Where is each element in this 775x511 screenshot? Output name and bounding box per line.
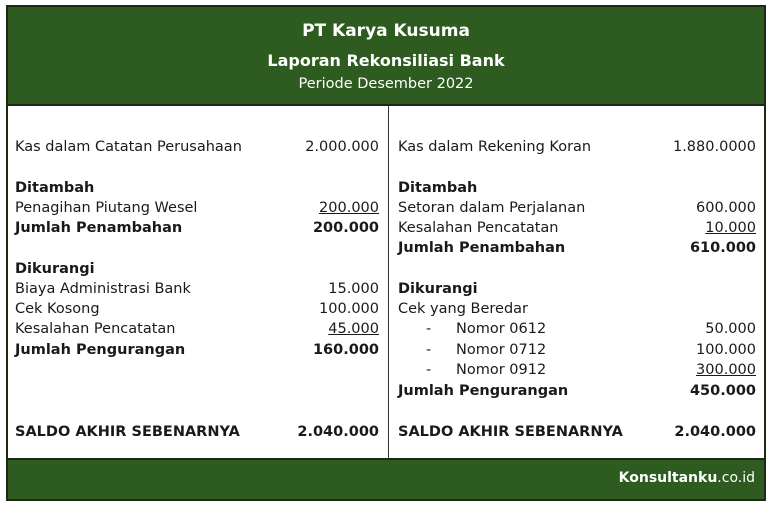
left-add-total-row bbox=[15, 218, 379, 238]
right-add-item bbox=[398, 218, 756, 238]
right-sub-item-label: Nomor 0712 bbox=[456, 342, 547, 358]
report-frame bbox=[6, 5, 766, 501]
right-add-item-value: 600.000 bbox=[696, 200, 756, 216]
right-opening-row bbox=[398, 137, 756, 157]
right-final-row bbox=[398, 422, 756, 442]
right-add-total-row bbox=[398, 238, 756, 258]
right-add-total-label: Jumlah Penambahan bbox=[398, 240, 566, 256]
left-sub-heading bbox=[15, 259, 379, 279]
right-sub-total-value: 450.000 bbox=[689, 383, 756, 399]
right-opening-label: Kas dalam Rekening Koran bbox=[398, 139, 592, 155]
report-period: Periode Desember 2022 bbox=[298, 76, 474, 92]
left-opening-row bbox=[15, 137, 379, 157]
right-add-heading bbox=[398, 178, 756, 198]
left-add-item bbox=[15, 198, 379, 218]
right-sub-item-value: 300.000 bbox=[696, 362, 756, 378]
left-sub-item-label: Kesalahan Pencatatan bbox=[15, 321, 176, 337]
column-divider bbox=[388, 106, 389, 461]
left-add-heading-label: Ditambah bbox=[15, 180, 95, 196]
right-add-item bbox=[398, 198, 756, 218]
left-sub-item-value: 45.000 bbox=[328, 321, 379, 337]
left-sub-item-value: 100.000 bbox=[319, 301, 379, 317]
brand-name: Konsultanku bbox=[618, 470, 718, 486]
left-opening-value: 2.000.000 bbox=[305, 139, 379, 155]
right-add-item-label: Setoran dalam Perjalanan bbox=[398, 200, 586, 216]
left-sub-total-label: Jumlah Pengurangan bbox=[15, 342, 186, 358]
right-sub-heading-label: Dikurangi bbox=[398, 281, 478, 297]
right-add-item-label: Kesalahan Pencatatan bbox=[398, 220, 559, 236]
right-sub-total-row bbox=[398, 381, 756, 401]
brand-domain: .co.id bbox=[717, 470, 755, 486]
right-add-heading-label: Ditambah bbox=[398, 180, 478, 196]
left-add-item-value: 200.000 bbox=[319, 200, 379, 216]
right-final-value: 2.040.000 bbox=[674, 424, 756, 440]
right-sub-total-label: Jumlah Pengurangan bbox=[398, 383, 569, 399]
right-opening-value: 1.880.0000 bbox=[672, 139, 756, 155]
left-add-total-value: 200.000 bbox=[312, 220, 379, 236]
right-sub-group-label: Cek yang Beredar bbox=[398, 301, 529, 317]
left-add-heading bbox=[15, 178, 379, 198]
right-sub-item bbox=[398, 319, 756, 339]
left-sub-item bbox=[15, 279, 379, 299]
list-dash: - bbox=[426, 362, 432, 378]
list-dash: - bbox=[426, 321, 432, 337]
right-sub-item-value: 100.000 bbox=[696, 342, 756, 358]
right-sub-item bbox=[398, 360, 756, 380]
right-sub-item-label: Nomor 0912 bbox=[456, 362, 547, 378]
company-name: PT Karya Kusuma bbox=[302, 21, 470, 41]
left-add-item-label: Penagihan Piutang Wesel bbox=[15, 200, 198, 216]
right-add-item-value: 10.000 bbox=[705, 220, 756, 236]
right-final-label: SALDO AKHIR SEBENARNYA bbox=[398, 424, 623, 440]
left-sub-item-value: 15.000 bbox=[328, 281, 379, 297]
right-add-total-value: 610.000 bbox=[689, 240, 756, 256]
left-sub-item bbox=[15, 319, 379, 339]
left-add-total-label: Jumlah Penambahan bbox=[15, 220, 183, 236]
right-sub-heading bbox=[398, 279, 756, 299]
report-header bbox=[8, 7, 764, 106]
list-dash: - bbox=[426, 342, 432, 358]
right-sub-item-value: 50.000 bbox=[705, 321, 756, 337]
right-sub-group-row bbox=[398, 299, 756, 319]
left-final-label: SALDO AKHIR SEBENARNYA bbox=[15, 424, 240, 440]
left-opening-label: Kas dalam Catatan Perusahaan bbox=[15, 139, 242, 155]
left-sub-item-label: Cek Kosong bbox=[15, 301, 100, 317]
report-footer bbox=[8, 458, 764, 499]
left-sub-item bbox=[15, 299, 379, 319]
left-sub-total-row bbox=[15, 340, 379, 360]
right-sub-item bbox=[398, 340, 756, 360]
brand-logo bbox=[619, 470, 755, 486]
left-sub-heading-label: Dikurangi bbox=[15, 261, 95, 277]
report-title: Laporan Rekonsiliasi Bank bbox=[267, 51, 505, 70]
right-sub-item-label: Nomor 0612 bbox=[456, 321, 547, 337]
left-final-row bbox=[15, 422, 379, 442]
left-final-value: 2.040.000 bbox=[297, 424, 379, 440]
left-sub-total-value: 160.000 bbox=[312, 342, 379, 358]
left-sub-item-label: Biaya Administrasi Bank bbox=[15, 281, 191, 297]
